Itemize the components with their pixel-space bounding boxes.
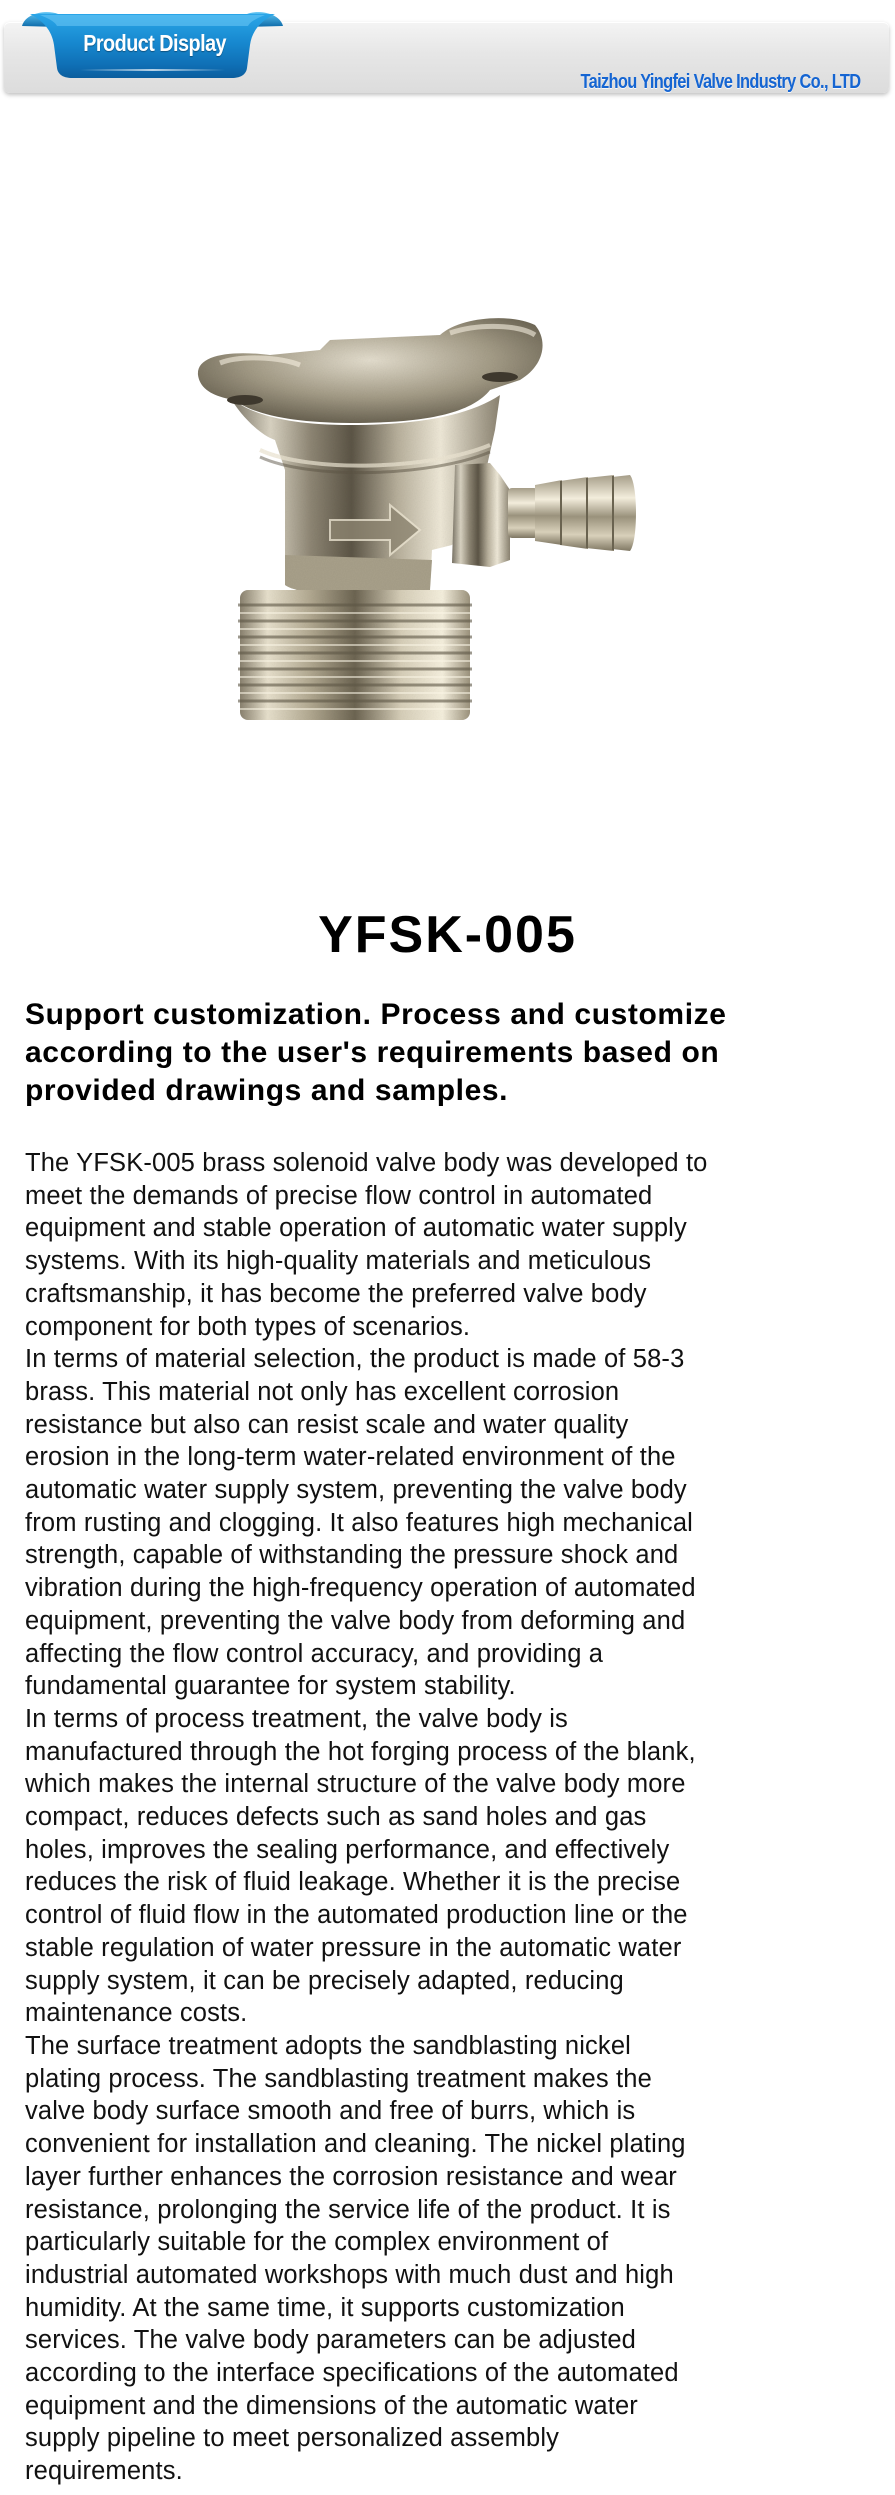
text-line: according to the interface specifications of the automated	[25, 2359, 679, 2388]
text-line: supply pipeline to meet personalized assembly	[25, 2424, 560, 2453]
text-line: compact, reduces defects such as sand holes and gas	[25, 1803, 647, 1832]
paragraph-material	[25, 1343, 885, 1703]
product-image	[190, 305, 700, 765]
text-line: holes, improves the sealing performance, and effectively	[25, 1835, 670, 1864]
text-line: equipment and the dimensions of the automatic water	[25, 2391, 638, 2420]
heading-line: according to the user's requirements based on	[25, 1036, 720, 1069]
text-line: automatic water supply system, preventing the valve body	[25, 1476, 687, 1505]
paragraph-overview	[25, 1147, 885, 1343]
text-line: services. The valve body parameters can be adjusted	[25, 2326, 637, 2355]
text-line: craftsmanship, it has become the preferred valve body	[25, 1279, 647, 1308]
valve-body-illustration	[190, 305, 700, 765]
text-line: industrial automated workshops with much dust and high	[25, 2260, 674, 2289]
text-line: reduces the risk of fluid leakage. Whether it is the precise	[25, 1868, 681, 1897]
text-line: convenient for installation and cleaning. The nickel plating	[25, 2130, 686, 2159]
company-name: Taizhou Yingfei Valve Industry Co., LTD	[580, 71, 860, 93]
paragraph-process	[25, 1703, 885, 2030]
section-title: Product Display	[83, 30, 227, 56]
text-line: The surface treatment adopts the sandblasting nickel	[25, 2031, 631, 2060]
customization-heading	[25, 996, 885, 1110]
heading-line: Support customization. Process and customize	[25, 998, 727, 1031]
text-line: stable regulation of water pressure in the automatic water	[25, 1933, 682, 1962]
text-line: maintenance costs.	[25, 1999, 248, 2028]
paragraph-surface-treatment	[25, 2030, 885, 2488]
text-line: systems. With its high-quality materials and meticulous	[25, 1247, 652, 1276]
text-line: equipment and stable operation of automatic water supply	[25, 1214, 687, 1243]
text-line: meet the demands of precise flow control in automated	[25, 1181, 653, 1210]
text-line: requirements.	[25, 2457, 183, 2486]
text-line: brass. This material not only has excellent corrosion	[25, 1377, 620, 1406]
text-line: humidity. At the same time, it supports customization	[25, 2293, 625, 2322]
text-line: manufactured through the hot forging process of the blank,	[25, 1737, 696, 1766]
text-line: equipment, preventing the valve body from deforming and	[25, 1606, 686, 1635]
text-line: supply system, it can be precisely adapted, reducing	[25, 1966, 624, 1995]
text-line: In terms of material selection, the product is made of 58-3	[25, 1345, 685, 1374]
section-ribbon	[0, 0, 300, 100]
heading-line: provided drawings and samples.	[25, 1074, 509, 1107]
text-line: affecting the flow control accuracy, and providing a	[25, 1639, 604, 1668]
text-line: control of fluid flow in the automated production line or the	[25, 1901, 688, 1930]
text-line: particularly suitable for the complex environment of	[25, 2228, 609, 2257]
text-line: resistance but also can resist scale and water quality	[25, 1410, 629, 1439]
text-line: fundamental guarantee for system stability.	[25, 1672, 516, 1701]
text-line: which makes the internal structure of the valve body more	[25, 1770, 686, 1799]
text-line: strength, capable of withstanding the pressure shock and	[25, 1541, 679, 1570]
text-line: The YFSK-005 brass solenoid valve body was developed to	[25, 1149, 708, 1177]
text-line: valve body surface smooth and free of burrs, which is	[25, 2097, 636, 2126]
text-line: plating process. The sandblasting treatment makes the	[25, 2064, 652, 2093]
text-line: from rusting and clogging. It also features high mechanical	[25, 1508, 693, 1537]
product-description	[25, 1147, 885, 2488]
text-line: In terms of process treatment, the valve body is	[25, 1704, 568, 1733]
text-line: vibration during the high-frequency operation of automated	[25, 1574, 696, 1603]
text-line: layer further enhances the corrosion resistance and wear	[25, 2162, 677, 2191]
text-line: component for both types of scenarios.	[25, 1312, 471, 1341]
text-line: resistance, prolonging the service life of the product. It is	[25, 2195, 671, 2224]
product-model-title: YFSK-005	[318, 906, 577, 964]
text-line: erosion in the long-term water-related environment of the	[25, 1443, 676, 1472]
